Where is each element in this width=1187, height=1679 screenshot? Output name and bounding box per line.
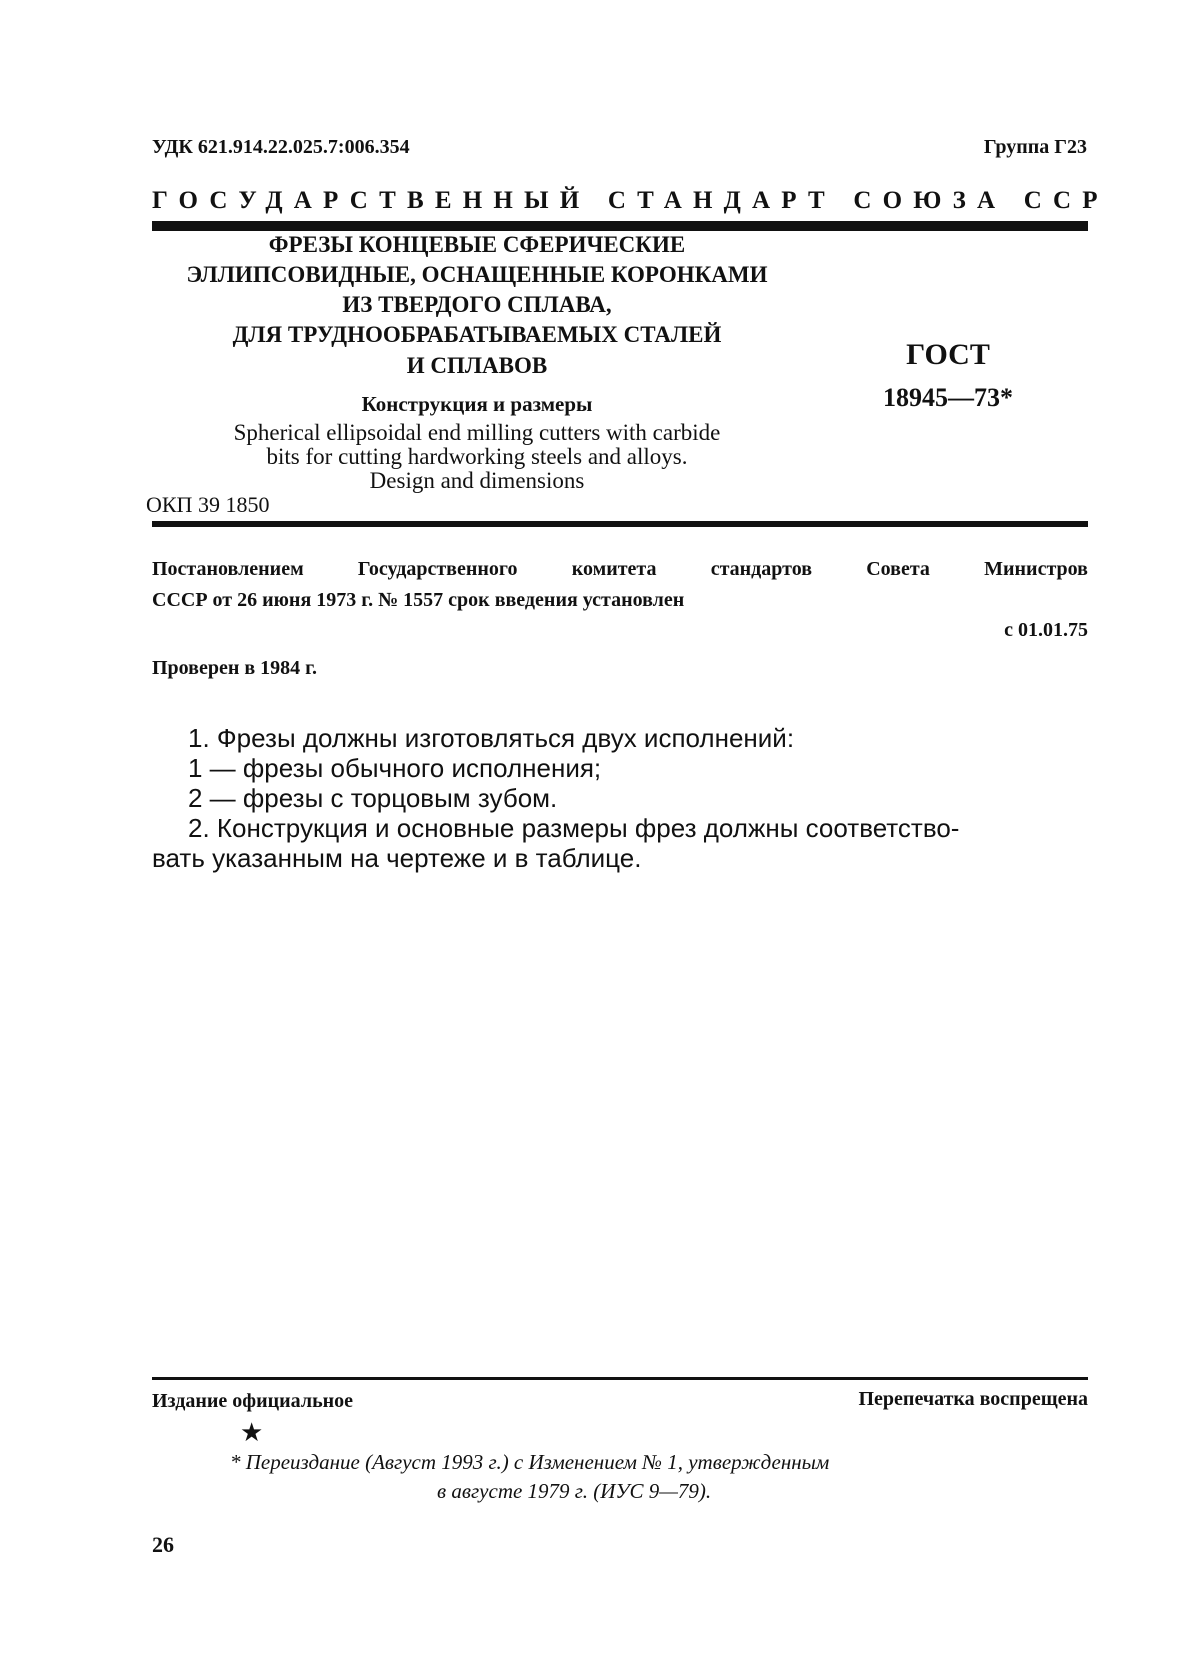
page-number: 26 (152, 1532, 174, 1557)
title-line: И СПЛАВОВ (406, 353, 548, 378)
body-paragraph: 2. Конструкция и основные размеры фрез должны соответство- (188, 813, 960, 843)
decree-line-1 (152, 558, 1088, 581)
gost-number: 18945—73* (883, 383, 1013, 412)
decree-word: стандартов (710, 558, 813, 580)
decree-line-2: СССР от 26 июня 1973 г. № 1557 срок введения установлен (152, 589, 685, 611)
reissue-footnote: в августе 1979 г. (ИУС 9—79). (437, 1479, 712, 1503)
decree-word: Постановлением (152, 558, 304, 580)
body-paragraph: 1. Фрезы должны изготовляться двух исполнений: (188, 723, 795, 753)
top-rule (152, 221, 1088, 231)
bottom-rule (152, 521, 1088, 527)
star-icon: ★ (240, 1418, 264, 1447)
body-item: 1 — фрезы обычного исполнения; (188, 753, 602, 783)
decree-word: Совета (866, 558, 930, 580)
title-line: ИЗ ТВЕРДОГО СПЛАВА, (342, 292, 612, 317)
title-line: ДЛЯ ТРУДНООБРАБАТЫВАЕМЫХ СТАЛЕЙ (232, 322, 722, 347)
decree-word: Министров (984, 558, 1088, 580)
checked-note: Проверен в 1984 г. (152, 657, 318, 679)
gost-label: ГОСТ (906, 338, 990, 371)
title-line: ЭЛЛИПСОВИДНЫЕ, ОСНАЩЕННЫЕ КОРОНКАМИ (186, 262, 768, 287)
effective-date: с 01.01.75 (1004, 619, 1088, 641)
group-code: Группа Г23 (983, 136, 1087, 158)
reprint-notice: Перепечатка воспрещена (858, 1388, 1088, 1410)
footer-rule (152, 1377, 1088, 1380)
reissue-footnote: * Переиздание (Август 1993 г.) с Изменением № 1, утвержденным (230, 1450, 830, 1474)
decree-word: комитета (571, 558, 657, 580)
official-edition: Издание официальное (152, 1390, 354, 1412)
english-title: bits for cutting hardworking steels and alloys. (266, 444, 688, 469)
subtitle: Конструкция и размеры (361, 392, 593, 416)
title-line: ФРЕЗЫ КОНЦЕВЫЕ СФЕРИЧЕСКИЕ (268, 232, 686, 257)
decree-word: Государственного (357, 558, 518, 580)
english-title: Design and dimensions (369, 468, 585, 493)
body-item: 2 — фрезы с торцовым зубом. (188, 783, 558, 813)
english-title: Spherical ellipsoidal end milling cutters with carbide (233, 420, 721, 445)
okp-code: ОКП 39 1850 (146, 492, 270, 517)
udk-code: УДК 621.914.22.025.7:006.354 (152, 136, 410, 158)
standard-header: ГОСУДАРСТВЕННЫЙ СТАНДАРТ СОЮЗА ССР (152, 187, 1109, 214)
body-paragraph: вать указанным на чертеже и в таблице. (152, 843, 642, 873)
